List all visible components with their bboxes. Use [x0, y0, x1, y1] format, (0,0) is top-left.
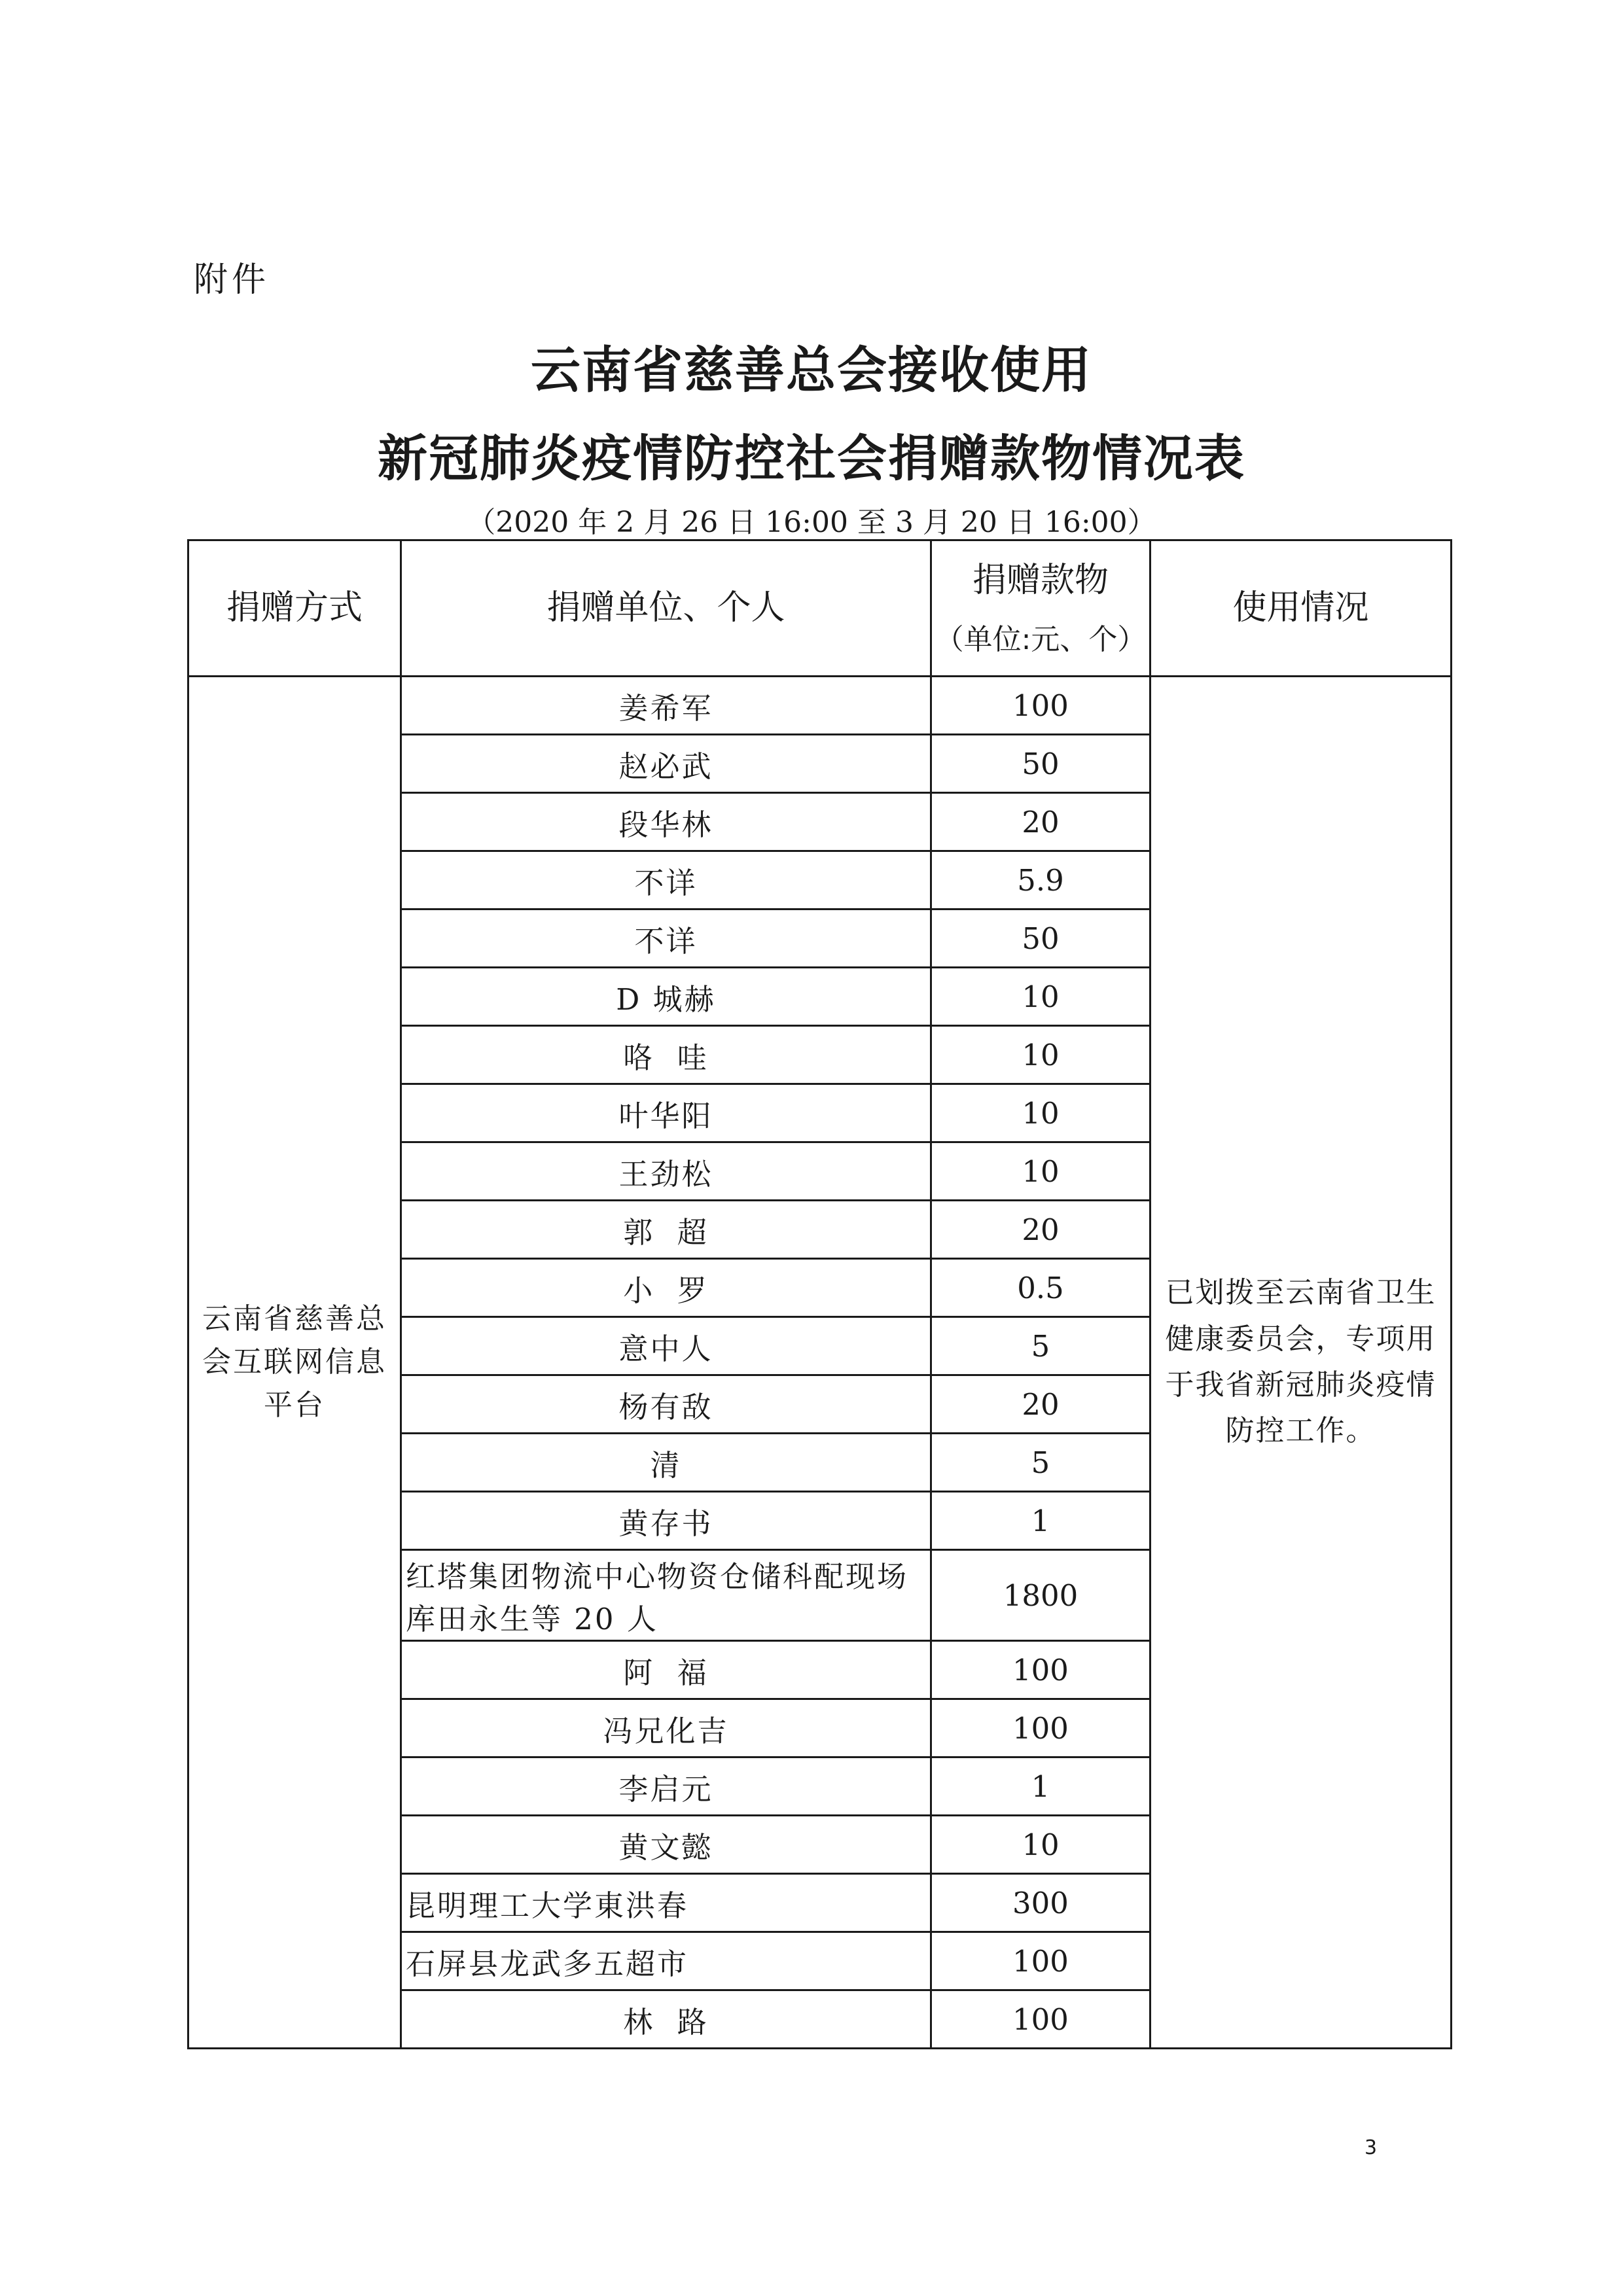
donation-amount-cell: 10	[931, 1142, 1150, 1201]
header-donor: 捐赠单位、个人	[401, 540, 931, 677]
donor-name-cell: 咯 哇	[401, 1026, 931, 1084]
donor-name-cell: 不详	[401, 851, 931, 910]
donor-name-cell: 昆明理工大学東洪春	[401, 1874, 931, 1932]
header-usage: 使用情况	[1150, 540, 1452, 677]
donation-amount-cell: 10	[931, 968, 1150, 1026]
donation-amount-cell: 10	[931, 1816, 1150, 1874]
donor-name-cell: 叶华阳	[401, 1084, 931, 1142]
donor-name-cell: 小 罗	[401, 1259, 931, 1317]
donation-amount-cell: 1	[931, 1757, 1150, 1816]
donation-amount-cell: 100	[931, 1990, 1150, 2049]
reporting-period: （2020 年 2 月 26 日 16:00 至 3 月 20 日 16:00）	[467, 506, 1156, 539]
donation-amount-cell: 10	[931, 1026, 1150, 1084]
donation-amount-cell: 5	[931, 1434, 1150, 1492]
document-title-line2: 新冠肺炎疫情防控社会捐赠款物情况表	[378, 429, 1245, 487]
donation-amount-cell: 20	[931, 1201, 1150, 1259]
page-number: 3	[1364, 2136, 1378, 2159]
donor-name-cell: 段华林	[401, 793, 931, 851]
document-title-line1: 云南省慈善总会接收使用	[531, 341, 1092, 399]
donor-name-cell: 郭 超	[401, 1201, 931, 1259]
table-header-row	[188, 540, 1452, 677]
donation-table	[187, 539, 1452, 2049]
donation-amount-cell: 100	[931, 677, 1150, 735]
donation-amount-cell: 50	[931, 910, 1150, 968]
donation-amount-cell: 300	[931, 1874, 1150, 1932]
donor-name-cell: 阿 福	[401, 1641, 931, 1699]
donation-amount-cell: 100	[931, 1932, 1150, 1990]
donation-amount-cell: 100	[931, 1641, 1150, 1699]
header-amount	[931, 540, 1150, 677]
donor-name-cell: 赵必武	[401, 735, 931, 793]
donation-method-cell: 云南省慈善总会互联网信息平台	[188, 677, 401, 2049]
donor-name-cell: 王劲松	[401, 1142, 931, 1201]
donor-name-cell: 红塔集团物流中心物资仓储科配现场库田永生等 20 人	[401, 1550, 931, 1641]
donation-amount-cell: 10	[931, 1084, 1150, 1142]
donor-name-cell: 李启元	[401, 1757, 931, 1816]
donor-name-cell: 石屏县龙武多五超市	[401, 1932, 931, 1990]
usage-cell: 已划拨至云南省卫生健康委员会，专项用于我省新冠肺炎疫情防控工作。	[1150, 677, 1452, 2049]
donation-amount-cell: 20	[931, 793, 1150, 851]
donation-amount-cell: 100	[931, 1699, 1150, 1757]
donor-name-cell: 不详	[401, 910, 931, 968]
donation-amount-cell: 1	[931, 1492, 1150, 1550]
attachment-label: 附件	[194, 260, 270, 300]
donor-name-cell: 黄文懿	[401, 1816, 931, 1874]
donor-name-cell: 杨有敌	[401, 1375, 931, 1434]
donor-name-cell: 意中人	[401, 1317, 931, 1375]
donation-amount-cell: 20	[931, 1375, 1150, 1434]
donor-name-cell: D 城赫	[401, 968, 931, 1026]
donor-name-cell: 姜希军	[401, 677, 931, 735]
donor-name-cell: 林 路	[401, 1990, 931, 2049]
header-amount-unit: （单位:元、个）	[935, 622, 1147, 656]
donor-name-cell: 黄存书	[401, 1492, 931, 1550]
donation-amount-cell: 1800	[931, 1550, 1150, 1641]
donation-amount-cell: 5	[931, 1317, 1150, 1375]
donor-name-cell: 冯兄化吉	[401, 1699, 931, 1757]
table-row	[188, 677, 1452, 735]
donor-name-cell: 清	[401, 1434, 931, 1492]
header-amount-label: 捐赠款物	[972, 560, 1109, 600]
donation-amount-cell: 50	[931, 735, 1150, 793]
donation-amount-cell: 0.5	[931, 1259, 1150, 1317]
donation-amount-cell: 5.9	[931, 851, 1150, 910]
header-method: 捐赠方式	[188, 540, 401, 677]
